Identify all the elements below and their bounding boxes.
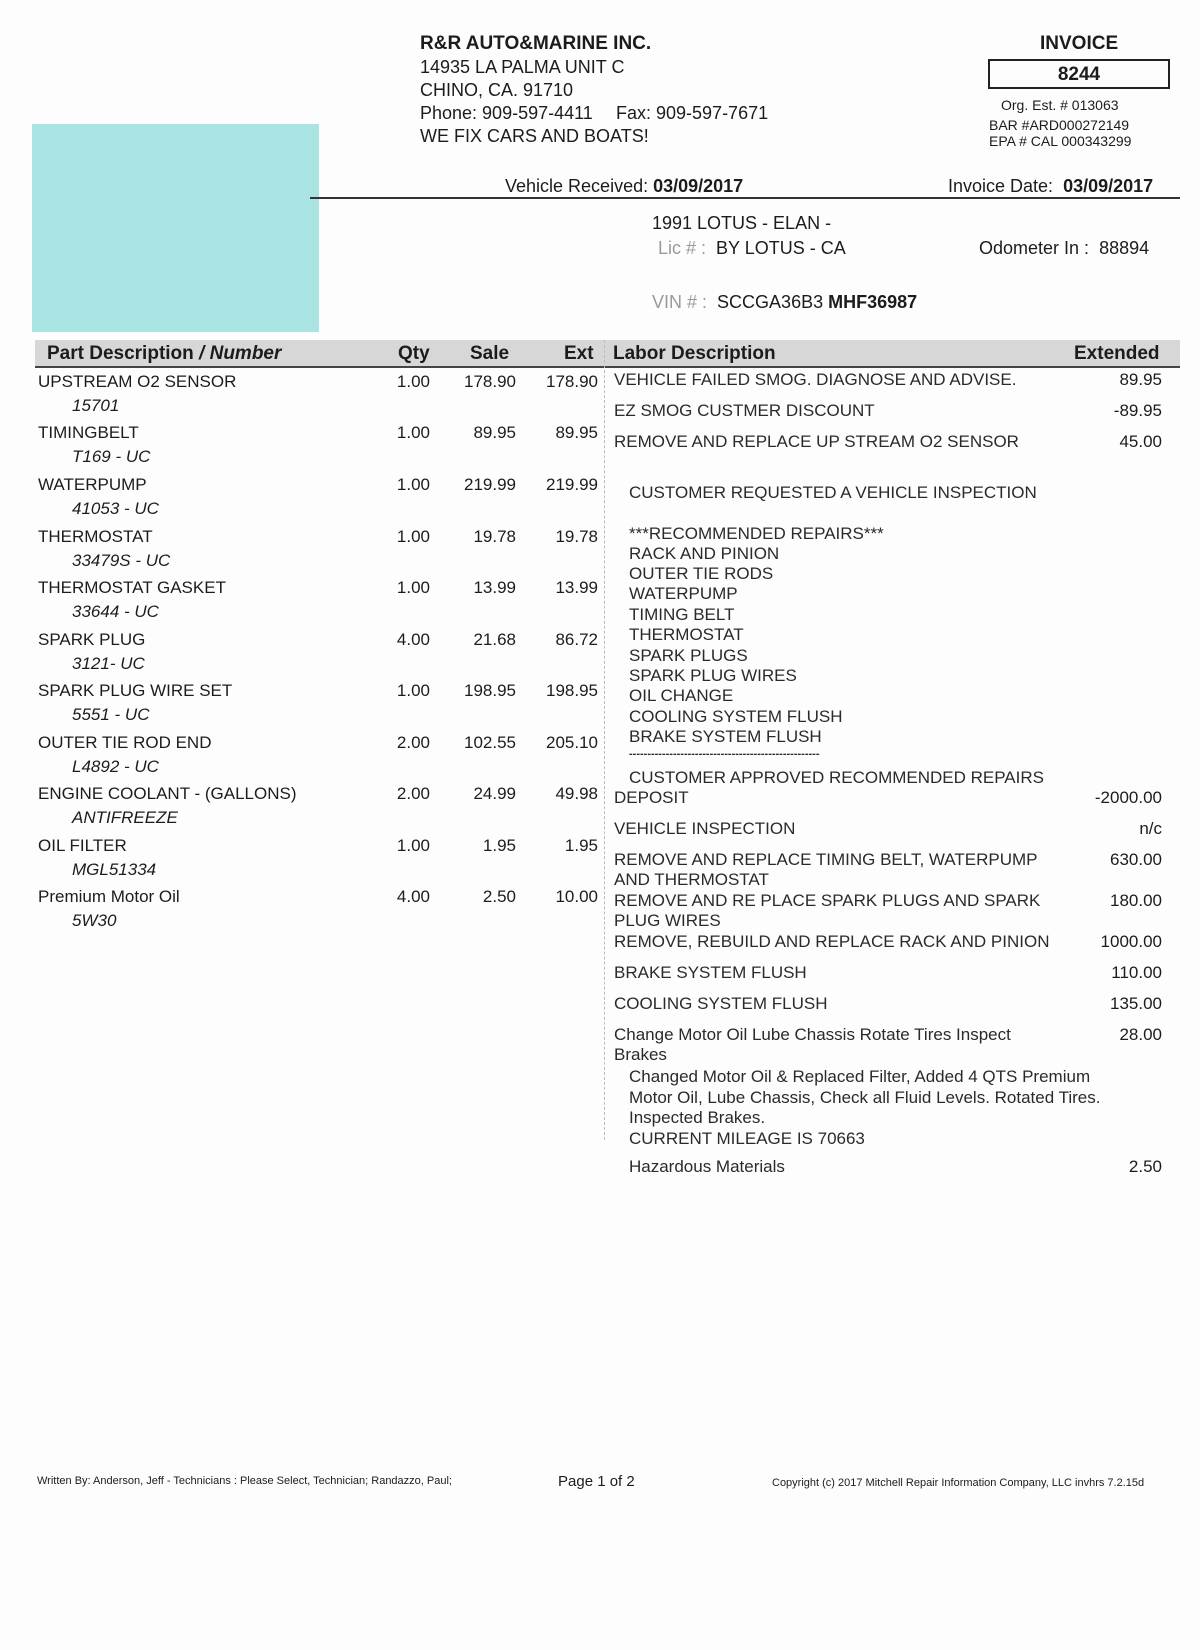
org-est: Org. Est. # 013063 — [1001, 97, 1119, 113]
shop-phone: Phone: 909-597-4411 — [420, 103, 593, 123]
part-number: 3121- UC — [72, 654, 145, 673]
invoice-date-label: Invoice Date: — [948, 176, 1054, 196]
labor-description: EZ SMOG CUSTMER DISCOUNT — [614, 401, 875, 420]
part-name: TIMINGBELT — [38, 423, 139, 442]
license — [658, 238, 846, 259]
part-number: MGL51334 — [72, 860, 157, 879]
header-ext: Ext — [564, 343, 594, 364]
labor-description: RACK AND PINION — [629, 544, 780, 563]
labor-description: SPARK PLUG WIRES — [629, 666, 797, 685]
epa-number: EPA # CAL 000343299 — [989, 133, 1132, 149]
labor-description: CUSTOMER REQUESTED A VEHICLE INSPECTION — [629, 483, 1037, 502]
part-name: ENGINE COOLANT - (GALLONS) — [38, 784, 297, 803]
labor-description: REMOVE AND REPLACE TIMING BELT, WATERPUMP — [614, 850, 1038, 869]
odometer-label: Odometer In : — [979, 238, 1090, 258]
part-number: 41053 - UC — [72, 499, 159, 518]
header-number-label: / Number — [199, 343, 282, 364]
part-ext: 1.95 — [564, 836, 598, 855]
part-qty: 1.00 — [396, 372, 430, 391]
part-qty: 4.00 — [396, 630, 430, 649]
header-extended: Extended — [1074, 343, 1160, 364]
labor-description: ---------------------------------------------------- — [629, 748, 820, 760]
license-label: Lic # : — [658, 238, 707, 258]
part-name: OUTER TIE ROD END — [38, 733, 212, 752]
header-labor-description: Labor Description — [613, 343, 776, 364]
part-number: ANTIFREEZE — [72, 808, 178, 827]
part-sale: 219.99 — [464, 475, 516, 494]
invoice-date — [948, 176, 1153, 197]
part-qty: 1.00 — [396, 836, 430, 855]
labor-description: REMOVE AND RE PLACE SPARK PLUGS AND SPARK — [614, 891, 1041, 910]
labor-description: CURRENT MILEAGE IS 70663 — [629, 1129, 865, 1148]
part-sale: 198.95 — [464, 681, 516, 700]
labor-description: OIL CHANGE — [629, 686, 734, 705]
part-qty: 1.00 — [396, 475, 430, 494]
vin-part-b: MHF36987 — [828, 292, 918, 312]
part-qty: 1.00 — [396, 681, 430, 700]
labor-amount: 630.00 — [1110, 850, 1162, 869]
labor-description: THERMOSTAT — [629, 625, 744, 644]
shop-name: R&R AUTO&MARINE INC. — [420, 33, 652, 54]
header-rule — [310, 197, 1180, 199]
part-name: OIL FILTER — [38, 836, 127, 855]
labor-description: PLUG WIRES — [614, 911, 721, 930]
vin — [652, 292, 917, 313]
labor-amount: -89.95 — [1113, 401, 1162, 420]
odometer — [979, 238, 1149, 259]
part-sale: 21.68 — [473, 630, 516, 649]
part-ext: 10.00 — [555, 887, 598, 906]
odometer-value: 88894 — [1099, 238, 1150, 258]
part-ext: 13.99 — [555, 578, 598, 597]
invoice-label: INVOICE — [1040, 33, 1119, 54]
vehicle-received-date: 03/09/2017 — [653, 176, 744, 196]
labor-amount: 1000.00 — [1100, 932, 1162, 951]
part-name: THERMOSTAT GASKET — [38, 578, 226, 597]
labor-description: COOLING SYSTEM FLUSH — [614, 994, 828, 1013]
part-name: SPARK PLUG — [38, 630, 146, 649]
labor-description: OUTER TIE RODS — [629, 564, 774, 583]
labor-description: Changed Motor Oil & Replaced Filter, Added 4 QTS Premium — [629, 1067, 1091, 1086]
part-name: Premium Motor Oil — [38, 887, 180, 906]
part-number: 5551 - UC — [72, 705, 150, 724]
invoice-date-value: 03/09/2017 — [1063, 176, 1154, 196]
labor-description: Brakes — [614, 1045, 667, 1064]
shop-fax: Fax: 909-597-7671 — [616, 103, 769, 123]
part-ext: 205.10 — [546, 733, 598, 752]
labor-description: ***RECOMMENDED REPAIRS*** — [629, 524, 884, 543]
labor-description: DEPOSIT — [614, 788, 689, 807]
vehicle-received-label: Vehicle Received: — [505, 176, 649, 196]
part-number: 33479S - UC — [72, 551, 171, 570]
part-sale: 13.99 — [473, 578, 516, 597]
sticky-note — [32, 124, 319, 332]
labor-amount: 180.00 — [1110, 891, 1162, 910]
part-ext: 178.90 — [546, 372, 598, 391]
part-sale: 102.55 — [464, 733, 516, 752]
part-number: L4892 - UC — [72, 757, 159, 776]
part-ext: 89.95 — [555, 423, 598, 442]
labor-description: WATERPUMP — [629, 584, 738, 603]
header-part-label: Part Description — [47, 343, 194, 364]
labor-description: VEHICLE FAILED SMOG. DIAGNOSE AND ADVISE. — [614, 370, 1017, 389]
part-qty: 4.00 — [396, 887, 430, 906]
labor-description: Change Motor Oil Lube Chassis Rotate Tires Inspect — [614, 1025, 1011, 1044]
shop-address-1: 14935 LA PALMA UNIT C — [420, 57, 625, 77]
column-divider — [604, 340, 606, 1140]
part-number: 5W30 — [72, 911, 117, 930]
shop-address-2: CHINO, CA. 91710 — [420, 80, 574, 100]
labor-amount: n/c — [1139, 819, 1162, 838]
vin-label: VIN # : — [652, 292, 708, 312]
labor-description: REMOVE, REBUILD AND REPLACE RACK AND PINION — [614, 932, 1050, 951]
part-number: 15701 — [72, 396, 120, 415]
part-sale: 2.50 — [482, 887, 516, 906]
labor-description: CUSTOMER APPROVED RECOMMENDED REPAIRS — [629, 768, 1044, 787]
part-qty: 1.00 — [396, 527, 430, 546]
header-qty: Qty — [398, 343, 430, 364]
labor-description: VEHICLE INSPECTION — [614, 819, 796, 838]
part-qty: 1.00 — [396, 578, 430, 597]
labor-amount: 28.00 — [1119, 1025, 1162, 1044]
part-sale: 89.95 — [473, 423, 516, 442]
part-sale: 19.78 — [473, 527, 516, 546]
labor-description: Motor Oil, Lube Chassis, Check all Fluid Levels. Rotated Tires. — [629, 1088, 1101, 1107]
part-name: SPARK PLUG WIRE SET — [38, 681, 233, 700]
part-sale: 178.90 — [464, 372, 516, 391]
labor-amount: 110.00 — [1111, 963, 1162, 982]
header-part-description — [47, 343, 281, 365]
labor-amount: 45.00 — [1119, 432, 1162, 451]
part-name: THERMOSTAT — [38, 527, 153, 546]
part-ext: 86.72 — [555, 630, 598, 649]
labor-description: TIMING BELT — [629, 605, 735, 624]
part-number: T169 - UC — [72, 447, 151, 466]
part-name: UPSTREAM O2 SENSOR — [38, 372, 237, 391]
labor-description: BRAKE SYSTEM FLUSH — [614, 963, 807, 982]
labor-amount: 89.95 — [1119, 370, 1162, 389]
part-name: WATERPUMP — [38, 475, 147, 494]
license-value: BY LOTUS - CA — [716, 238, 846, 258]
labor-amount: 135.00 — [1110, 994, 1162, 1013]
part-sale: 24.99 — [473, 784, 516, 803]
labor-description: REMOVE AND REPLACE UP STREAM O2 SENSOR — [614, 432, 1019, 451]
labor-description: Inspected Brakes. — [629, 1108, 766, 1127]
part-qty: 2.00 — [396, 784, 430, 803]
part-sale: 1.95 — [482, 836, 516, 855]
vehicle-description: 1991 LOTUS - ELAN - — [652, 213, 832, 233]
part-ext: 49.98 — [555, 784, 598, 803]
written-by: Written By: Anderson, Jeff - Technicians : Please Select, Technician; Randazzo, Paul; — [37, 1475, 452, 1487]
copyright: Copyright (c) 2017 Mitchell Repair Information Company, LLC invhrs 7.2.15d — [772, 1477, 1145, 1489]
shop-slogan: WE FIX CARS AND BOATS! — [420, 126, 649, 146]
header-sale: Sale — [470, 343, 510, 364]
labor-description: SPARK PLUGS — [629, 646, 748, 665]
page-number: Page 1 of 2 — [558, 1473, 635, 1490]
part-qty: 2.00 — [396, 733, 430, 752]
labor-amount: 2.50 — [1128, 1157, 1162, 1176]
labor-amount: -2000.00 — [1094, 788, 1162, 807]
labor-description: AND THERMOSTAT — [614, 870, 769, 889]
part-ext: 219.99 — [546, 475, 598, 494]
labor-description: COOLING SYSTEM FLUSH — [629, 707, 843, 726]
part-qty: 1.00 — [396, 423, 430, 442]
part-ext: 19.78 — [555, 527, 598, 546]
labor-description: Hazardous Materials — [629, 1157, 785, 1176]
vin-part-a: SCCGA36B3 — [717, 292, 824, 312]
labor-description: BRAKE SYSTEM FLUSH — [629, 727, 822, 746]
vehicle-received — [505, 176, 743, 197]
bar-number: BAR #ARD000272149 — [989, 117, 1130, 133]
part-ext: 198.95 — [546, 681, 598, 700]
part-number: 33644 - UC — [72, 602, 159, 621]
invoice-number: 8244 — [988, 59, 1170, 89]
